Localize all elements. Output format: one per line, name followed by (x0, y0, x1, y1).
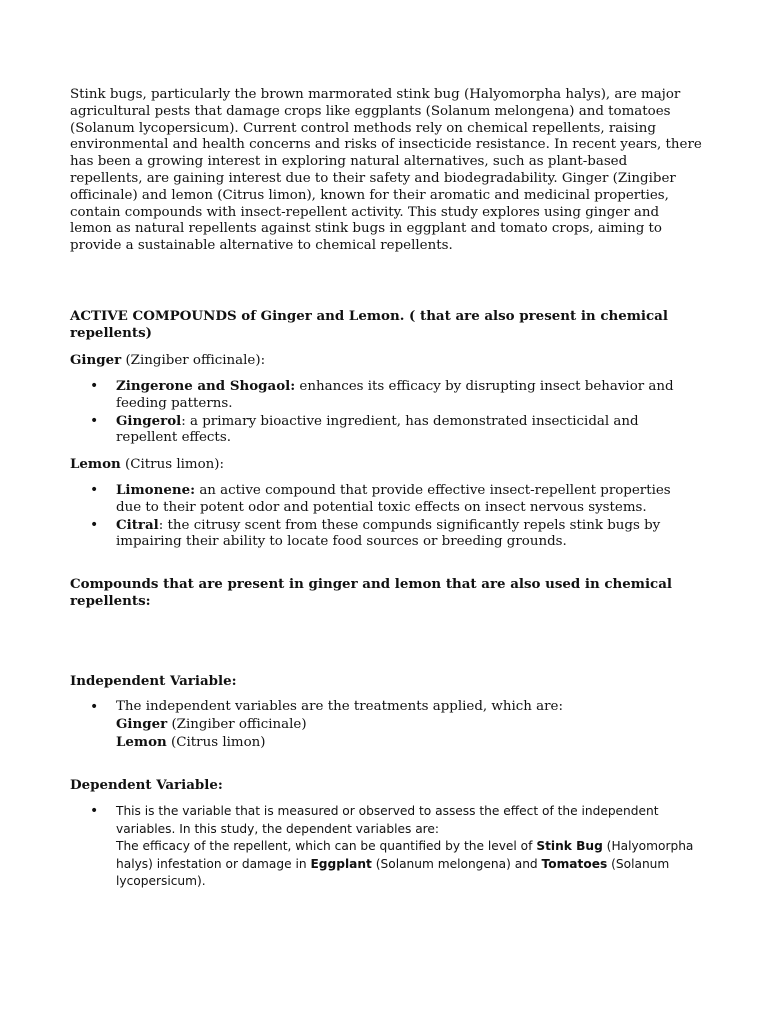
ginger-scientific: (Zingiber officinale) (167, 716, 307, 732)
compound-description: an active compound that provide effective insect-repellent properties due to their potent odor and potential toxic effects on insect nervous systems. (116, 483, 671, 515)
lemon-compound-list (70, 482, 700, 551)
stink-bug-term: Stink Bug (536, 839, 603, 853)
list-item (70, 517, 700, 552)
ginger-name: Ginger (70, 352, 122, 368)
list-item (70, 482, 700, 517)
dependent-text: (Halyomorpha halys) infestation or damage in (116, 839, 694, 871)
list-item (70, 803, 700, 891)
dependent-description: This is the variable that is measured or observed to assess the effect of the independent variables. In this study, the dependent variables are: (116, 804, 659, 836)
compound-term: Zingerone and Shogaol: (116, 378, 296, 394)
list-item (70, 699, 700, 751)
dependent-variable-list (70, 803, 700, 891)
independent-description: The independent variables are the treatments applied, which are: (116, 699, 563, 714)
ginger-name: Ginger (116, 715, 168, 732)
lemon-scientific: (Citrus limon): (120, 457, 225, 472)
ginger-scientific: (Zingiber officinale): (121, 353, 266, 368)
compound-description: : the citrusy scent from these compunds significantly repels stink bugs by impairing their ability to locate food sources or breeding grounds. (116, 517, 661, 550)
dependent-text: (Solanum lycopersicum). (116, 856, 670, 888)
lemon-name: Lemon (70, 456, 121, 472)
intro-paragraph: Stink bugs, particularly the brown marmorated stink bug (Halyomorpha halys), are major agricultural pests that damage crops like eggplants (Solanum melongena) and tomatoes (Solanum lycopersicum). Current control methods rely on chemical repellents, raising environmental and health concerns and risks of insecticide resistance. In recent years, there has been a growing interest in exploring natural alternatives, such as plant-based repellents, are gaining interest due to their safety and biodegradability. Ginger (Zingiber officinale) and lemon (Citrus limon), known for their aromatic and medicinal properties, contain compounds with insect-repellent activity. This study explores using ginger and lemon as natural repellents against stink bugs in eggplant and tomato crops, aiming to provide a sustainable alternative to chemical repellents. (70, 87, 702, 254)
compounds-heading: Compounds that are present in ginger and lemon that are also used in chemical repellents: (70, 576, 672, 609)
dependent-text: (Solanum melongena) and (371, 856, 542, 871)
list-item (70, 378, 700, 413)
dependent-text: The efficacy of the repellent, which can be quantified by the level of (116, 839, 537, 853)
lemon-name: Lemon (116, 733, 167, 750)
lemon-label (70, 456, 710, 474)
list-item (70, 413, 700, 448)
ginger-label (70, 352, 710, 370)
tomatoes-term: Tomatoes (541, 856, 608, 871)
eggplant-term: Eggplant (310, 856, 372, 871)
compound-description: : a primary bioactive ingredient, has demonstrated insecticidal and repellent effects. (116, 413, 639, 446)
independent-variable-list (70, 699, 700, 751)
active-compounds-heading: ACTIVE COMPOUNDS of Ginger and Lemon. ( that are also present in chemical repellents) (70, 308, 668, 341)
compound-term: Gingerol (116, 412, 182, 429)
compound-term: Citral (116, 516, 159, 533)
compound-term: Limonene: (116, 482, 196, 498)
ginger-compound-list (70, 378, 700, 447)
independent-variable-heading: Independent Variable: (70, 673, 237, 689)
lemon-scientific: (Citrus limon) (166, 734, 266, 750)
compound-description: enhances its efficacy by disrupting insect behavior and feeding patterns. (116, 379, 674, 411)
dependent-variable-heading: Dependent Variable: (70, 777, 223, 793)
